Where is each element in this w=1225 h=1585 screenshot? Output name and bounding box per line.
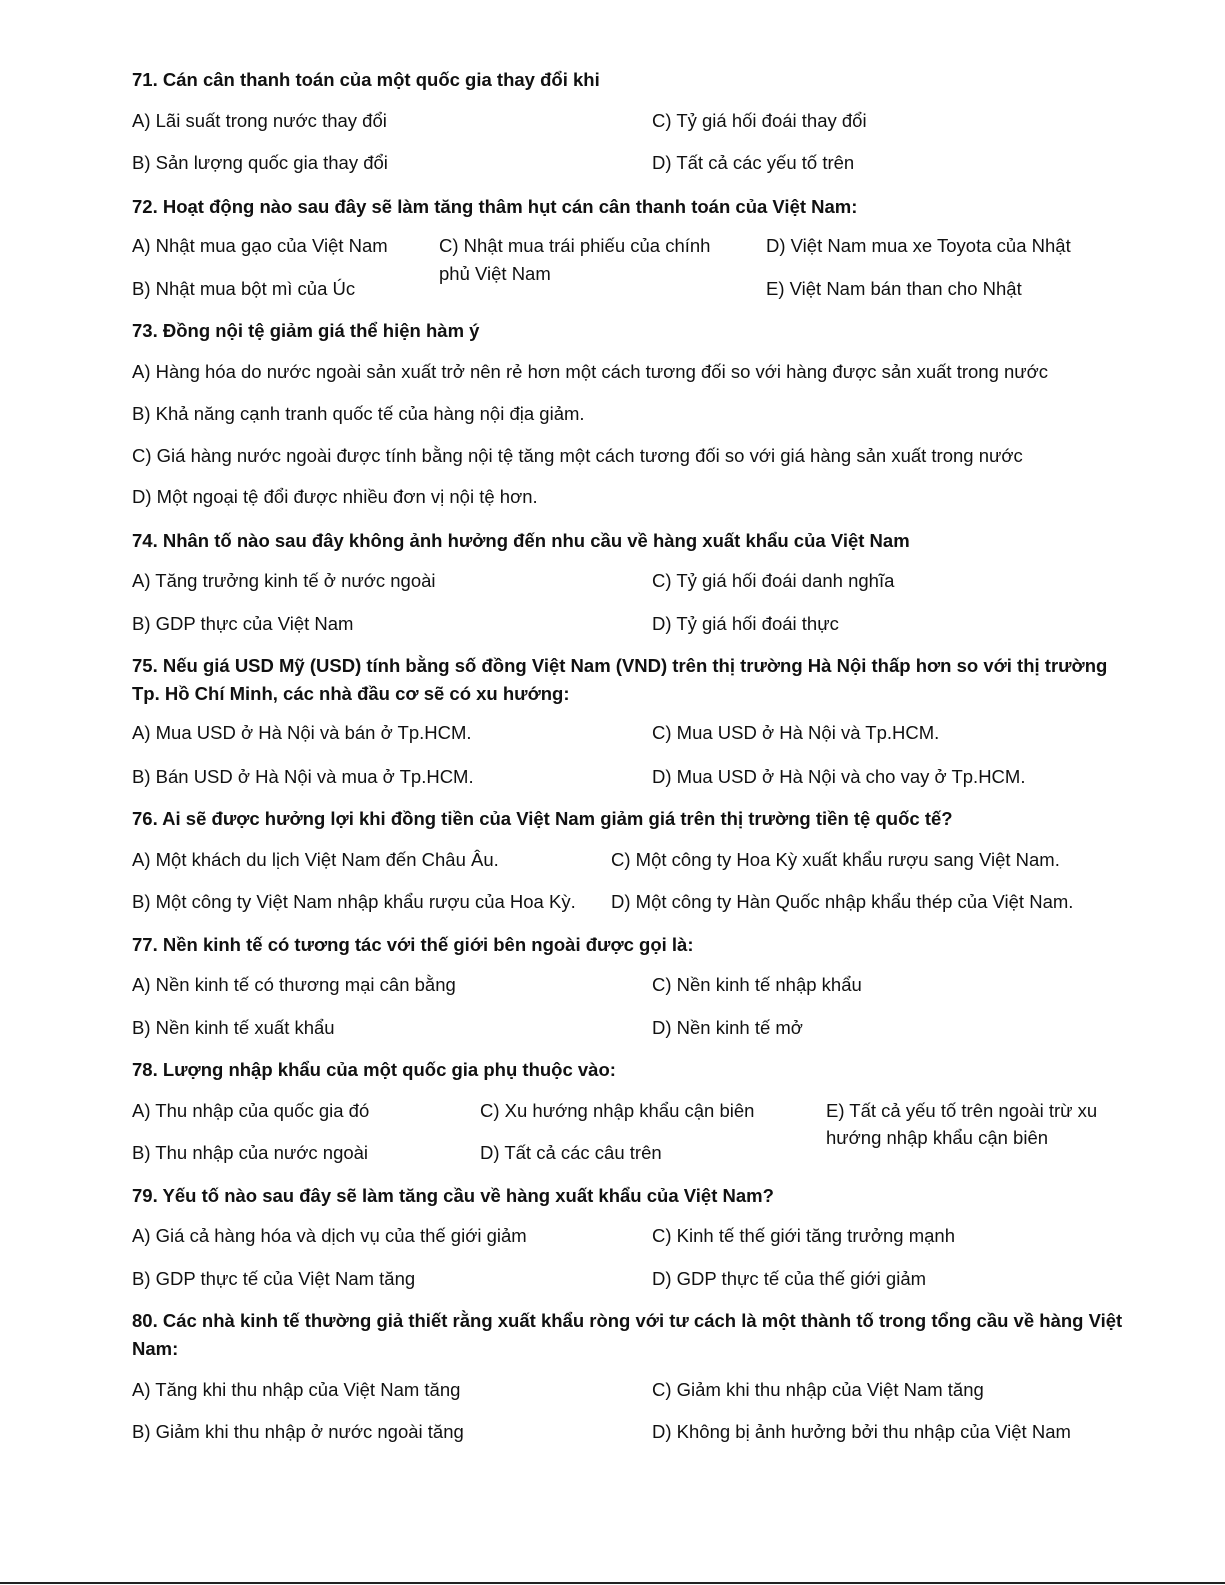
option-79-b: B) GDP thực tế của Việt Nam tăng	[132, 1268, 416, 1289]
question-73: 73. Đồng nội tệ giảm giá thể hiện hàm ý	[132, 320, 480, 341]
question-80-line1: 80. Các nhà kinh tế thường giả thiết rằng xuất khẩu ròng với tư cách là một thành tố trong tổng cầu về hàng Việt	[132, 1310, 1123, 1331]
option-72-d: D) Việt Nam mua xe Toyota của Nhật	[766, 235, 1071, 256]
option-75-c: C) Mua USD ở Hà Nội và Tp.HCM.	[652, 722, 940, 743]
option-76-b: B) Một công ty Việt Nam nhập khẩu rượu của Hoa Kỳ.	[132, 891, 576, 912]
option-80-b: B) Giảm khi thu nhập ở nước ngoài tăng	[132, 1421, 464, 1442]
option-76-c: C) Một công ty Hoa Kỳ xuất khẩu rượu sang Việt Nam.	[611, 849, 1060, 870]
option-78-b: B) Thu nhập của nước ngoài	[132, 1142, 369, 1163]
option-72-b: B) Nhật mua bột mì của Úc	[132, 278, 356, 299]
option-74-c: C) Tỷ giá hối đoái danh nghĩa	[652, 570, 895, 591]
question-72: 72. Hoạt động nào sau đây sẽ làm tăng thâm hụt cán cân thanh toán của Việt Nam:	[132, 196, 858, 217]
question-80-line2: Nam:	[132, 1338, 179, 1359]
option-75-a: A) Mua USD ở Hà Nội và bán ở Tp.HCM.	[132, 722, 472, 743]
question-74: 74. Nhân tố nào sau đây không ảnh hưởng đến nhu cầu về hàng xuất khẩu của Việt Nam	[132, 530, 910, 551]
option-77-d: D) Nền kinh tế mở	[652, 1017, 803, 1038]
option-80-a: A) Tăng khi thu nhập của Việt Nam tăng	[132, 1379, 461, 1400]
option-73-a: A) Hàng hóa do nước ngoài sản xuất trở nên rẻ hơn một cách tương đối so với hàng được sản xuất trong nước	[132, 361, 1049, 382]
page-bottom-border	[0, 1582, 1225, 1584]
question-75-line2: Tp. Hồ Chí Minh, các nhà đầu cơ sẽ có xu hướng:	[132, 683, 570, 704]
option-72-c: C) Nhật mua trái phiếu của chính phủ Việt Nam	[439, 235, 711, 284]
option-71-a: A) Lãi suất trong nước thay đổi	[132, 110, 387, 131]
option-78-e: E) Tất cả yếu tố trên ngoài trừ xu hướng nhập khẩu cận biên	[826, 1100, 1098, 1148]
option-77-a: A) Nền kinh tế có thương mại cân bằng	[132, 974, 456, 995]
option-79-c: C) Kinh tế thế giới tăng trưởng mạnh	[652, 1225, 955, 1246]
option-73-d: D) Một ngoại tệ đổi được nhiều đơn vị nội tệ hơn.	[132, 486, 538, 507]
option-74-a: A) Tăng trưởng kinh tế ở nước ngoài	[132, 570, 436, 591]
option-75-d: D) Mua USD ở Hà Nội và cho vay ở Tp.HCM.	[652, 766, 1026, 787]
option-72-e: E) Việt Nam bán than cho Nhật	[766, 278, 1022, 299]
question-76: 76. Ai sẽ được hưởng lợi khi đồng tiền của Việt Nam giảm giá trên thị trường tiền tệ quốc tế?	[132, 808, 953, 829]
option-78-c: C) Xu hướng nhập khẩu cận biên	[480, 1100, 755, 1121]
option-77-c: C) Nền kinh tế nhập khẩu	[652, 974, 862, 995]
question-71: 71. Cán cân thanh toán của một quốc gia thay đổi khi	[132, 69, 600, 90]
option-73-c: C) Giá hàng nước ngoài được tính bằng nội tệ tăng một cách tương đối so với giá hàng sản xuất trong nước	[132, 445, 1023, 466]
option-74-d: D) Tỷ giá hối đoái thực	[652, 613, 839, 634]
option-71-b: B) Sản lượng quốc gia thay đổi	[132, 152, 388, 173]
option-77-b: B) Nền kinh tế xuất khẩu	[132, 1017, 335, 1038]
option-79-a: A) Giá cả hàng hóa và dịch vụ của thế giới giảm	[132, 1225, 527, 1246]
option-71-c: C) Tỷ giá hối đoái thay đổi	[652, 110, 867, 131]
option-74-b: B) GDP thực của Việt Nam	[132, 613, 354, 634]
option-80-d: D) Không bị ảnh hưởng bởi thu nhập của Việt Nam	[652, 1421, 1071, 1442]
question-77: 77. Nền kinh tế có tương tác với thế giới bên ngoài được gọi là:	[132, 934, 694, 955]
option-78-d: D) Tất cả các câu trên	[480, 1142, 662, 1163]
option-72-a: A) Nhật mua gạo của Việt Nam	[132, 235, 388, 256]
question-79: 79. Yếu tố nào sau đây sẽ làm tăng cầu về hàng xuất khẩu của Việt Nam?	[132, 1185, 774, 1206]
question-75-line1: 75. Nếu giá USD Mỹ (USD) tính bằng số đồng Việt Nam (VND) trên thị trường Hà Nội thấp hơn so với thị trường	[132, 655, 1108, 676]
option-75-b: B) Bán USD ở Hà Nội và mua ở Tp.HCM.	[132, 766, 474, 787]
option-73-b: B) Khả năng cạnh tranh quốc tế của hàng nội địa giảm.	[132, 403, 585, 424]
question-78: 78. Lượng nhập khẩu của một quốc gia phụ thuộc vào:	[132, 1059, 616, 1080]
option-71-d: D) Tất cả các yếu tố trên	[652, 152, 855, 173]
option-80-c: C) Giảm khi thu nhập của Việt Nam tăng	[652, 1379, 984, 1400]
option-76-a: A) Một khách du lịch Việt Nam đến Châu Âu.	[132, 849, 499, 870]
option-79-d: D) GDP thực tế của thế giới giảm	[652, 1268, 927, 1289]
option-76-d: D) Một công ty Hàn Quốc nhập khẩu thép của Việt Nam.	[611, 891, 1074, 912]
option-78-a: A) Thu nhập của quốc gia đó	[132, 1100, 370, 1121]
